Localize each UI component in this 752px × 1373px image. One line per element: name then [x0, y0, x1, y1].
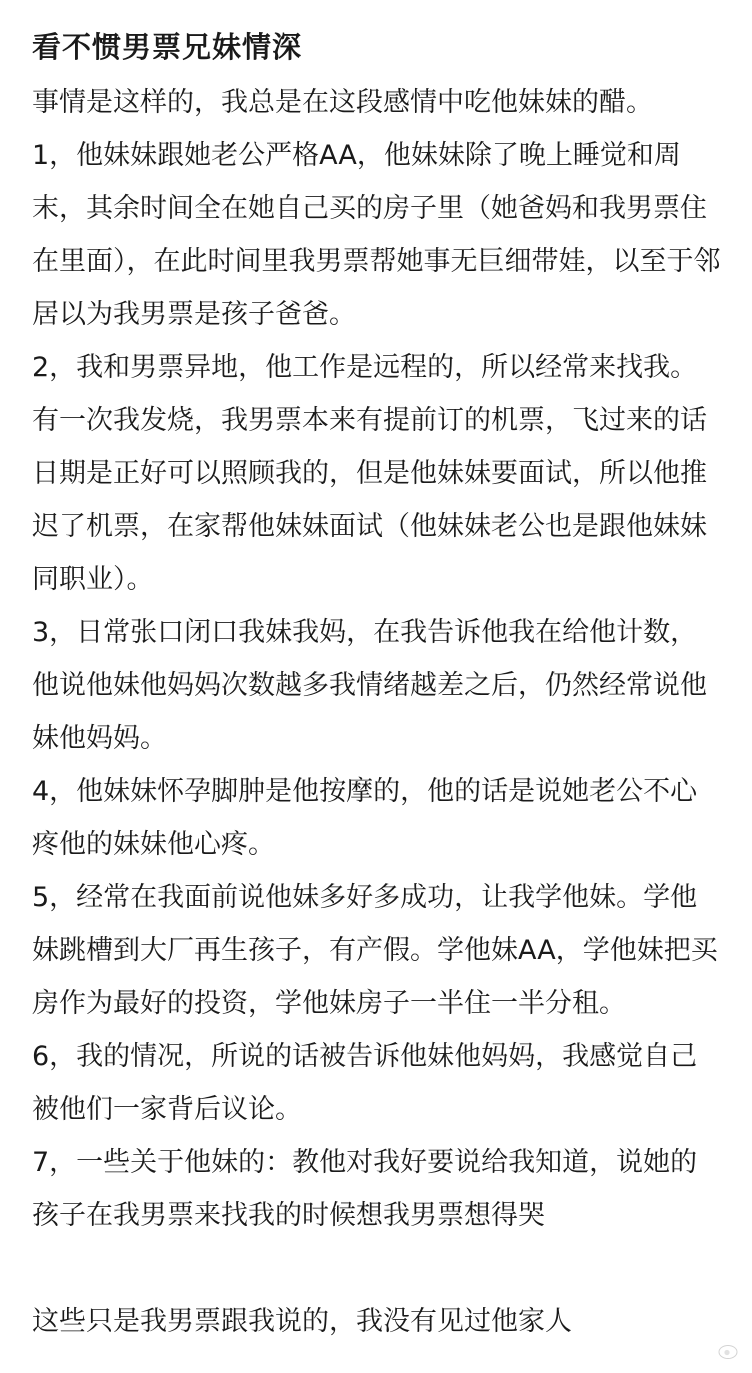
post-title: 看不惯男票兄妹情深 [32, 30, 303, 64]
watermark [718, 1335, 742, 1365]
weibo-logo-icon [718, 1340, 742, 1360]
list-item: 3，日常张口闭口我妹我妈，在我告诉他我在给他计数，他说他妹他妈妈次数越多我情绪越差之后，仍然经常说他妹他妈妈。 [32, 617, 707, 754]
list-item: 1，他妹妹跟她老公严格AA，他妹妹除了晚上睡觉和周末，其余时间全在她自己买的房子里（她爸妈和我男票住在里面），在此时间里我男票帮她事无巨细带娃，以至于邻居以为我男票是孩子爸爸。 [32, 140, 721, 330]
intro-paragraph: 事情是这样的，我总是在这段感情中吃他妹妹的醋。 [32, 87, 653, 118]
list-item: 7，一些关于他妹的：教他对我好要说给我知道，说她的孩子在我男票来找我的时候想我男票想得哭 [32, 1147, 698, 1231]
list-item: 2，我和男票异地，他工作是远程的，所以经常来找我。有一次我发烧，我男票本来有提前订的机票，飞过来的话日期是正好可以照顾我的，但是他妹妹要面试，所以他推迟了机票，在家帮他妹妹面试（他妹妹老公也是跟他妹妹同职业）。 [32, 352, 707, 595]
list-item: 4，他妹妹怀孕脚肿是他按摩的，他的话是说她老公不心疼他的妹妹他心疼。 [32, 776, 698, 860]
paragraph-gap [32, 1242, 722, 1295]
list-item: 6，我的情况，所说的话被告诉他妹他妈妈，我感觉自己被他们一家背后议论。 [32, 1041, 698, 1125]
list-item: 5，经常在我面前说他妹多好多成功，让我学他妹。学他妹跳槽到大厂再生孩子，有产假。学他妹AA，学他妹把买房作为最好的投资，学他妹房子一半住一半分租。 [32, 882, 718, 1019]
closing-paragraph: 这些只是我男票跟我说的，我没有见过他家人 [32, 1306, 572, 1337]
post-body [32, 26, 722, 1348]
